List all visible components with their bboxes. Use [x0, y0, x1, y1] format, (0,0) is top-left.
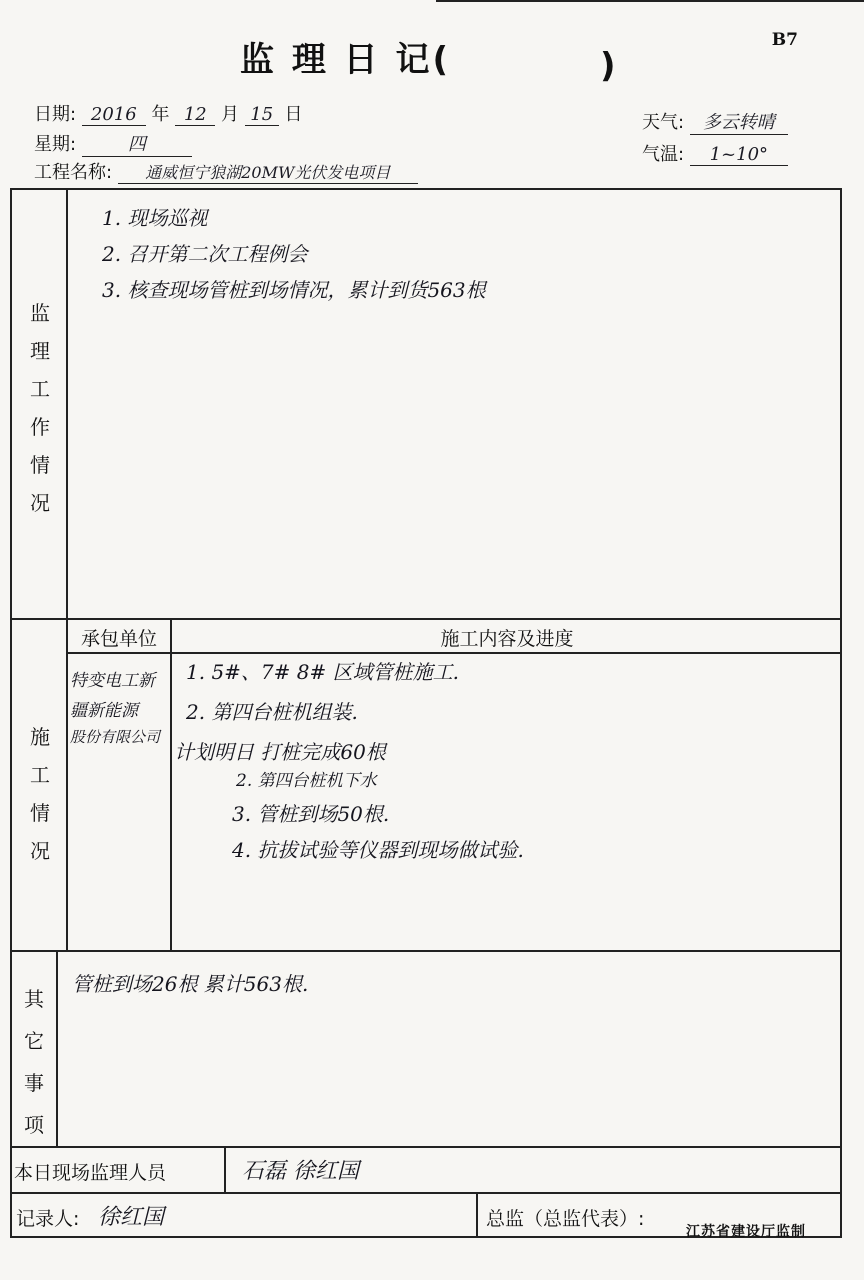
- other-label-divider: [56, 950, 58, 1146]
- staff-label: 本日现场监理人员: [14, 1162, 167, 1184]
- weekday-label: 星期:: [34, 134, 77, 155]
- temperature-value: 1~10°: [690, 144, 788, 166]
- supervision-entry: 3. 核查现场管桩到场情况，累计到货563根: [102, 278, 486, 302]
- construction-top-line: [66, 618, 842, 620]
- diary-form: [10, 188, 842, 1238]
- label-char: 理: [30, 339, 50, 363]
- label-char: 工: [30, 763, 50, 787]
- recorder-label: 记录人:: [16, 1208, 80, 1230]
- weather-row: [642, 108, 788, 135]
- label-char: 况: [30, 491, 50, 515]
- supervision-entry: 1. 现场巡视: [102, 206, 208, 230]
- other-content: 管桩到场26根 累计563根.: [72, 972, 309, 996]
- label-char: 况: [30, 839, 50, 863]
- weather-label: 天气:: [642, 112, 685, 133]
- progress-item: 3. 管桩到场50根.: [232, 802, 390, 826]
- progress-item: 2. 第四台桩机下水: [236, 771, 377, 791]
- year-unit: 年: [151, 104, 170, 125]
- label-column-divider: [66, 188, 68, 950]
- chief-label: 总监（总监代表）:: [486, 1208, 645, 1230]
- label-char: 作: [30, 415, 50, 439]
- staff-divider: [224, 1146, 226, 1192]
- recorder-divider: [476, 1192, 478, 1238]
- progress-item: 4. 抗拔试验等仪器到现场做试验.: [232, 838, 524, 862]
- page-title: [240, 32, 619, 86]
- weekday-value: 四: [82, 130, 192, 157]
- label-char: 监: [30, 301, 50, 325]
- month-value: 12: [175, 104, 215, 126]
- label-char: 施: [30, 725, 50, 749]
- day-value: 15: [245, 104, 279, 126]
- construction-label-top-line: [10, 618, 66, 620]
- label-char: 它: [24, 1029, 44, 1053]
- other-section-label: [14, 978, 54, 1146]
- label-char: 工: [30, 377, 50, 401]
- progress-item: 计划明日 打桩完成60根: [174, 740, 386, 764]
- label-char: 其: [24, 987, 44, 1011]
- temp-label: 气温:: [642, 144, 685, 165]
- staff-names: 石磊 徐红国: [242, 1159, 359, 1184]
- temperature-row: [642, 140, 788, 166]
- contractor-line: 特变电工新: [70, 671, 155, 691]
- weekday-row: [34, 130, 192, 157]
- top-border-line: [436, 0, 864, 2]
- contractor-line: 股份有限公司: [70, 728, 161, 746]
- contractor-line: 疆新能源: [70, 701, 138, 721]
- label-char: 事: [24, 1071, 44, 1095]
- other-top-line: [10, 950, 842, 952]
- issuer-stamp: 江苏省建设厅监制: [686, 1224, 806, 1240]
- project-label: 工程名称:: [34, 162, 113, 183]
- day-unit: 日: [284, 104, 303, 125]
- progress-item: 2. 第四台桩机组装.: [186, 700, 358, 724]
- contractor-header: 承包单位: [80, 628, 157, 650]
- staff-top-line: [10, 1146, 842, 1148]
- supervision-section-label: [20, 294, 60, 522]
- recorder-top-line: [10, 1192, 842, 1194]
- label-char: 项: [24, 1113, 44, 1137]
- date-label: 日期:: [34, 104, 77, 125]
- project-name: 通威恒宁狼湖20MW光伏发电项目: [118, 160, 418, 184]
- label-char: 情: [30, 801, 50, 825]
- year-value: 2016: [82, 104, 146, 126]
- title-paren-close: ): [600, 46, 619, 86]
- contractor-column-divider: [170, 618, 172, 950]
- weather-value: 多云转晴: [690, 108, 788, 135]
- recorder-name: 徐红国: [98, 1205, 165, 1230]
- construction-section-label: [20, 718, 60, 870]
- supervision-entry: 2. 召开第二次工程例会: [102, 242, 308, 266]
- title-text: 监 理 日 记(: [240, 40, 452, 80]
- project-row: [34, 158, 418, 184]
- label-char: 情: [30, 453, 50, 477]
- form-code: B7: [771, 30, 798, 50]
- month-unit: 月: [221, 104, 240, 125]
- progress-header: 施工内容及进度: [440, 628, 574, 650]
- construction-header-line: [66, 652, 842, 654]
- date-row: [34, 100, 302, 126]
- progress-item: 1. 5#、7# 8# 区域管桩施工.: [186, 660, 459, 684]
